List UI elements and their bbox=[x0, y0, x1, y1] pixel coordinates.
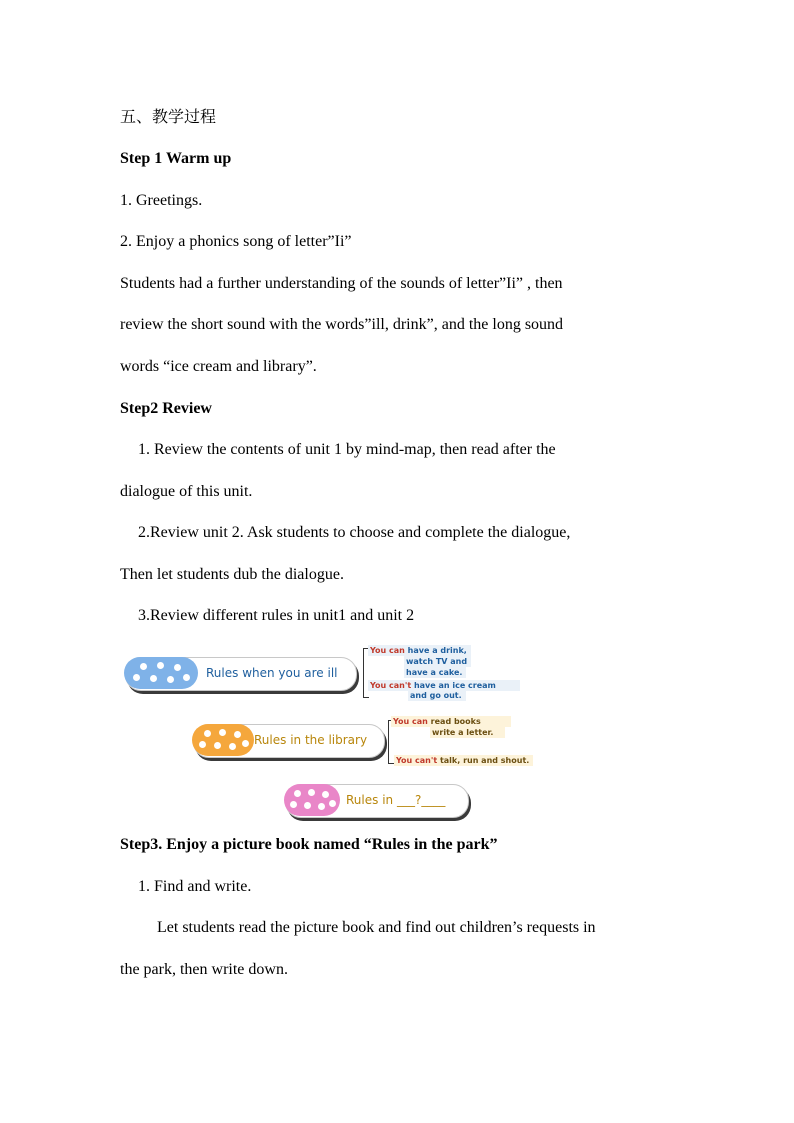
rules-ill-can-3: have a cake. bbox=[404, 667, 466, 678]
step3-title: Step3. Enjoy a picture book named “Rules in the park” bbox=[120, 836, 498, 853]
step2-item-3: 3.Review different rules in unit1 and unit 2 bbox=[138, 607, 415, 624]
rules-ill-label: Rules when you are ill bbox=[206, 666, 338, 680]
step3-para-line-2: the park, then write down. bbox=[120, 961, 288, 978]
step1-para-line-3: words “ice cream and library”. bbox=[120, 358, 317, 375]
step1-item-1: 1. Greetings. bbox=[120, 192, 203, 209]
step2-item-1-line-2: dialogue of this unit. bbox=[120, 483, 253, 500]
rules-ill-can-2: watch TV and bbox=[404, 656, 471, 667]
rules-library-cant: You can't talk, run and shout. bbox=[394, 755, 533, 766]
rules-library-can: You can read books bbox=[391, 716, 511, 727]
rules-unknown-blank: ___?____ bbox=[396, 793, 446, 807]
step1-item-2: 2. Enjoy a phonics song of letter”Ii” bbox=[120, 233, 352, 250]
step1-title: Step 1 Warm up bbox=[120, 150, 232, 167]
dotted-oval-orange bbox=[192, 724, 254, 756]
rules-ill-cant-2: and go out. bbox=[408, 690, 466, 701]
dotted-oval-blue bbox=[124, 657, 198, 689]
step2-item-2-line-2: Then let students dub the dialogue. bbox=[120, 566, 344, 583]
dotted-oval-pink bbox=[284, 784, 340, 816]
rules-ill-cant: You can't have an ice cream bbox=[368, 680, 520, 691]
step2-item-2-line-1: 2.Review unit 2. Ask students to choose and complete the dialogue, bbox=[138, 524, 571, 541]
rules-ill-pill bbox=[125, 657, 357, 691]
rules-library-label: Rules in the library bbox=[254, 733, 368, 747]
step1-para-line-1: Students had a further understanding of the sounds of letter”Ii” , then bbox=[120, 275, 563, 292]
step1-para-line-2: review the short sound with the words”ill, drink”, and the long sound bbox=[120, 316, 564, 333]
step3-para-line-1: Let students read the picture book and find out children’s requests in bbox=[157, 919, 596, 936]
rules-ill-can: You can have a drink, bbox=[368, 645, 471, 656]
rules-unknown-pill bbox=[285, 784, 469, 818]
step2-item-1-line-1: 1. Review the contents of unit 1 by mind-map, then read after the bbox=[138, 441, 556, 458]
rules-library-pill bbox=[193, 724, 385, 758]
rules-library-can-2: write a letter. bbox=[430, 727, 505, 738]
step2-title: Step2 Review bbox=[120, 400, 212, 417]
step3-item-1: 1. Find and write. bbox=[138, 878, 252, 895]
section-heading: 五、教学过程 bbox=[120, 107, 217, 126]
rules-unknown-label: Rules in ___?____ bbox=[346, 793, 446, 807]
